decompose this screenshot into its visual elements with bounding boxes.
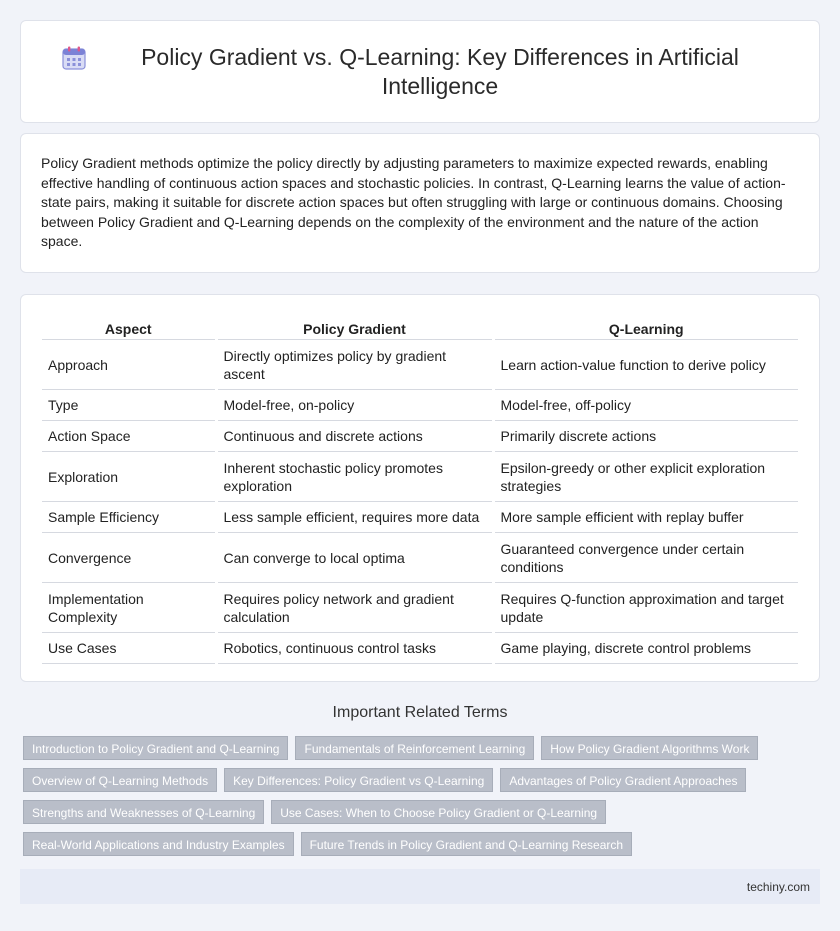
table-cell-q-learning: Guaranteed convergence under certain conditions: [493, 533, 798, 583]
related-term-tag[interactable]: Advantages of Policy Gradient Approaches: [500, 768, 746, 792]
table-cell-aspect: Implementation Complexity: [42, 583, 216, 633]
table-cell-policy-gradient: Continuous and discrete actions: [216, 421, 493, 452]
table-row: [42, 533, 798, 583]
table-cell-aspect: Sample Efficiency: [42, 502, 216, 533]
table-row: [42, 502, 798, 533]
intro-paragraph: Policy Gradient methods optimize the policy directly by adjusting parameters to maximize expected rewards, enabling effective handling of continuous action spaces and stochastic policies. In contrast, Q-Learning learns the value of action-state pairs, making it suitable for discrete action spaces but often struggling with large or continuous domains. Choosing between Policy Gradient and Q-Learning depends on the complexity of the environment and the nature of the action space.: [41, 155, 786, 250]
table-cell-aspect: Action Space: [42, 421, 216, 452]
table-row: [42, 390, 798, 421]
table-row: [42, 421, 798, 452]
page-title: Policy Gradient vs. Q-Learning: Key Differences in Artificial Intelligence: [141, 43, 739, 99]
table-cell-q-learning: Model-free, off-policy: [493, 390, 798, 421]
table-cell-aspect: Use Cases: [42, 633, 216, 664]
table-cell-q-learning: Epsilon-greedy or other explicit exploration strategies: [493, 452, 798, 502]
column-header-policy-gradient: Policy Gradient: [216, 317, 493, 340]
table-cell-q-learning: Learn action-value function to derive policy: [493, 340, 798, 390]
related-term-tag[interactable]: Future Trends in Policy Gradient and Q-Learning Research: [301, 832, 633, 856]
table-row: [42, 452, 798, 502]
table-cell-policy-gradient: Robotics, continuous control tasks: [216, 633, 493, 664]
related-term-tag[interactable]: Real-World Applications and Industry Examples: [23, 832, 294, 856]
related-terms-heading: Important Related Terms: [332, 704, 508, 721]
related-terms-tags: [20, 736, 820, 856]
column-header-aspect: Aspect: [42, 317, 216, 340]
footer: [20, 869, 820, 904]
intro-card: [20, 133, 820, 273]
table-header-row: [42, 317, 798, 340]
table-cell-q-learning: More sample efficient with replay buffer: [493, 502, 798, 533]
table-cell-q-learning: Primarily discrete actions: [493, 421, 798, 452]
table-cell-policy-gradient: Less sample efficient, requires more data: [216, 502, 493, 533]
title-row: [61, 43, 779, 101]
calendar-icon: [61, 45, 87, 71]
related-term-tag[interactable]: Strengths and Weaknesses of Q-Learning: [23, 800, 264, 824]
column-header-q-learning: Q-Learning: [493, 317, 798, 340]
related-term-tag[interactable]: Introduction to Policy Gradient and Q-Learning: [23, 736, 288, 760]
table-row: [42, 633, 798, 664]
table-cell-aspect: Exploration: [42, 452, 216, 502]
related-term-tag[interactable]: Overview of Q-Learning Methods: [23, 768, 217, 792]
table-row: [42, 340, 798, 390]
table-cell-policy-gradient: Can converge to local optima: [216, 533, 493, 583]
comparison-table-card: [20, 294, 820, 682]
related-terms-section: [20, 704, 820, 856]
footer-site-link[interactable]: techiny.com: [746, 879, 810, 894]
table-cell-policy-gradient: Model-free, on-policy: [216, 390, 493, 421]
table-cell-policy-gradient: Directly optimizes policy by gradient ascent: [216, 340, 493, 390]
comparison-table: [42, 317, 798, 664]
table-cell-aspect: Convergence: [42, 533, 216, 583]
title-card: [20, 20, 820, 123]
table-cell-q-learning: Requires Q-function approximation and target update: [493, 583, 798, 633]
table-row: [42, 583, 798, 633]
related-term-tag[interactable]: Key Differences: Policy Gradient vs Q-Learning: [224, 768, 493, 792]
table-cell-q-learning: Game playing, discrete control problems: [493, 633, 798, 664]
table-cell-aspect: Approach: [42, 340, 216, 390]
related-term-tag[interactable]: How Policy Gradient Algorithms Work: [541, 736, 758, 760]
table-cell-aspect: Type: [42, 390, 216, 421]
table-cell-policy-gradient: Inherent stochastic policy promotes exploration: [216, 452, 493, 502]
related-term-tag[interactable]: Use Cases: When to Choose Policy Gradient or Q-Learning: [271, 800, 606, 824]
table-cell-policy-gradient: Requires policy network and gradient calculation: [216, 583, 493, 633]
related-term-tag[interactable]: Fundamentals of Reinforcement Learning: [295, 736, 534, 760]
